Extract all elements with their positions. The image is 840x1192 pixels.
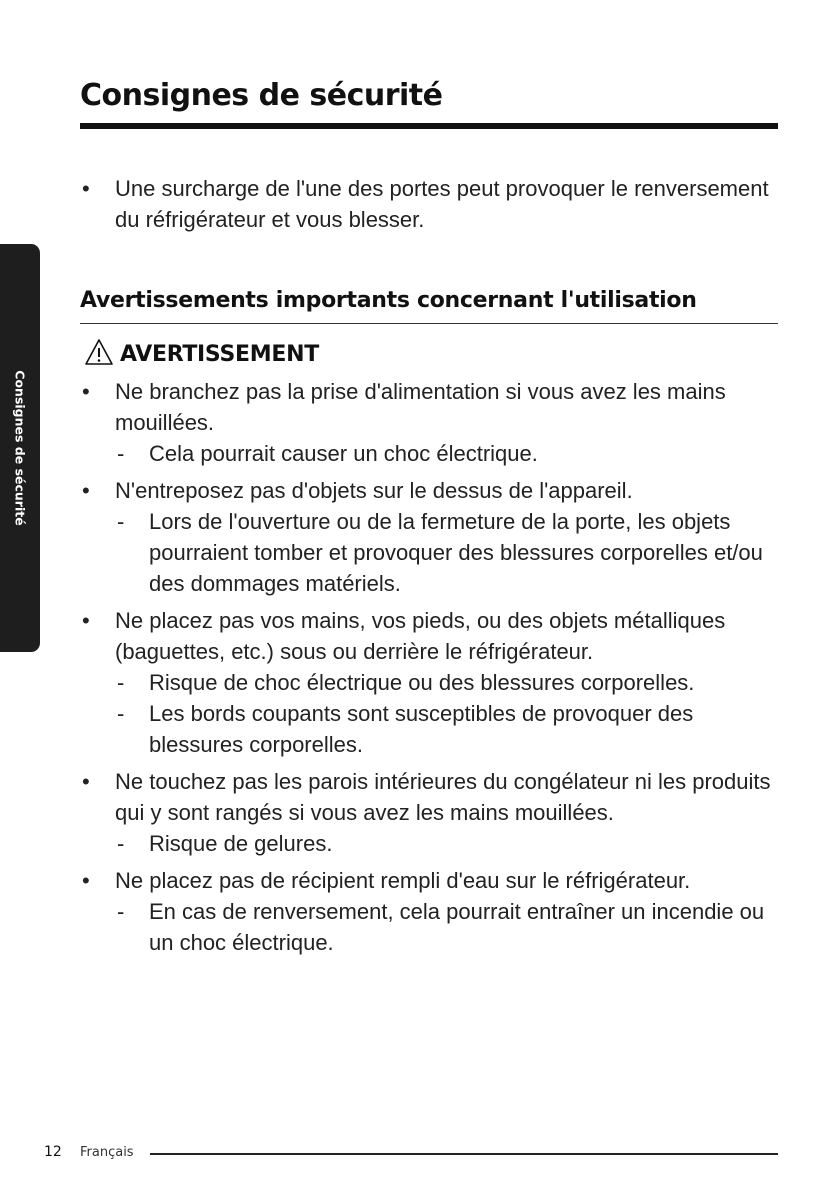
intro-list [80, 173, 780, 241]
sub-item [115, 438, 780, 469]
list-item-text: N'entreposez pas d'objets sur le dessus de l'appareil. [115, 478, 633, 503]
sub-item [115, 698, 780, 760]
list-item [80, 605, 780, 760]
warning-heading [84, 338, 319, 370]
sub-item-text: Lors de l'ouverture ou de la fermeture de la porte, les objets pourraient tomber et provoquer des blessures corporelles et/ou des dommages matériels. [149, 509, 763, 596]
sub-item-text: Risque de gelures. [149, 831, 333, 856]
sub-item-text: Les bords coupants sont susceptibles de provoquer des blessures corporelles. [149, 701, 694, 757]
list-item [80, 376, 780, 469]
footer-language: Français [80, 1145, 134, 1160]
list-item [80, 766, 780, 859]
page-number: 12 [44, 1144, 62, 1160]
page-title: Consignes de sécurité [80, 78, 443, 113]
list-item [80, 475, 780, 599]
section-title: Avertissements importants concernant l'utilisation [80, 288, 697, 313]
sub-item [115, 896, 780, 958]
sub-item [115, 506, 780, 599]
list-item-text: Ne touchez pas les parois intérieures du congélateur ni les produits qui y sont rangés si vous avez les mains mouillées. [115, 769, 771, 825]
list-item-text: Ne branchez pas la prise d'alimentation si vous avez les mains mouillées. [115, 379, 726, 435]
sub-item-text: Risque de choc électrique ou des blessures corporelles. [149, 670, 695, 695]
sub-item [115, 667, 780, 698]
list-item-text: Ne placez pas de récipient rempli d'eau sur le réfrigérateur. [115, 868, 691, 893]
list-item-text: Ne placez pas vos mains, vos pieds, ou des objets métalliques (baguettes, etc.) sous ou derrière le réfrigérateur. [115, 608, 726, 664]
sub-item-text: En cas de renversement, cela pourrait entraîner un incendie ou un choc électrique. [149, 899, 765, 955]
sub-item [115, 828, 780, 859]
warning-icon [84, 338, 114, 370]
sub-item-text: Cela pourrait causer un choc électrique. [149, 441, 538, 466]
warning-list [80, 376, 780, 964]
list-item-text: Une surcharge de l'une des portes peut provoquer le renversement du réfrigérateur et vous blesser. [115, 176, 769, 232]
list-item [80, 173, 780, 235]
warning-label: AVERTISSEMENT [120, 341, 319, 367]
section-rule [80, 323, 778, 324]
list-item [80, 865, 780, 958]
footer-rule [150, 1153, 778, 1155]
side-tab-label: Consignes de sécurité [12, 370, 28, 526]
title-rule [80, 123, 778, 129]
